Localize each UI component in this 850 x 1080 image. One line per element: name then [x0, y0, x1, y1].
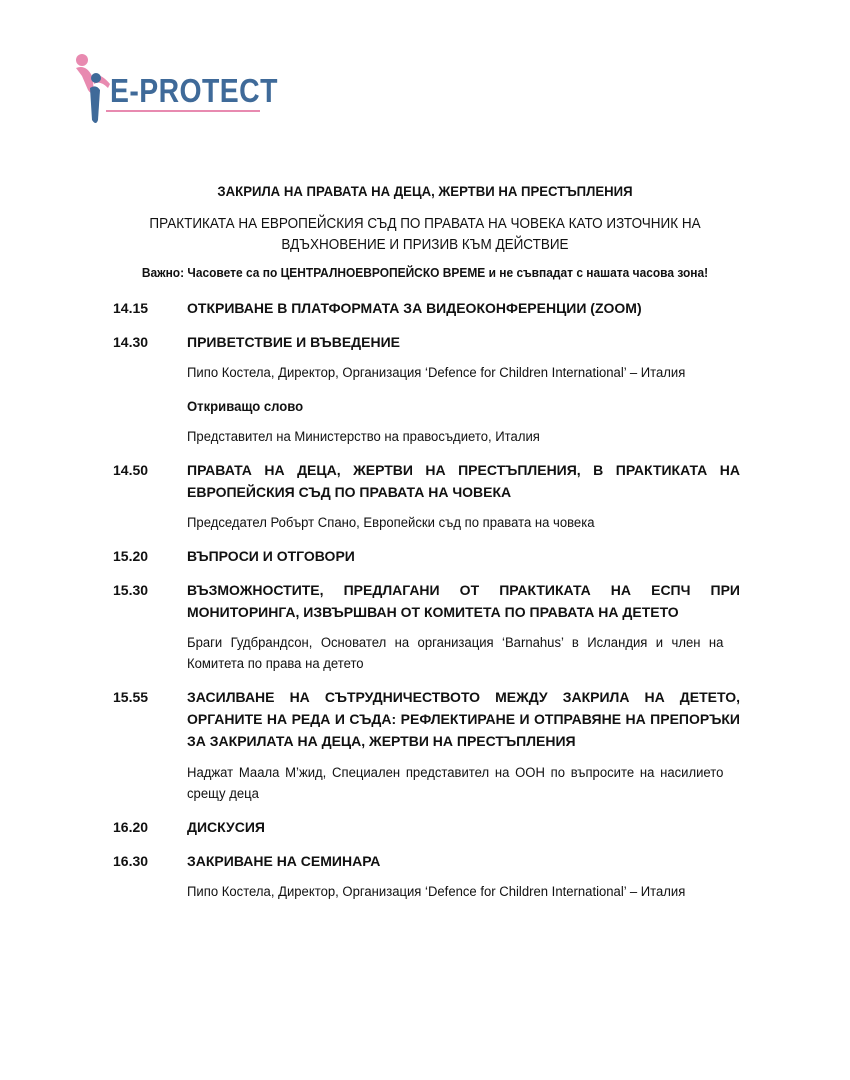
agenda-heading: ВЪПРОСИ И ОТГОВОРИ: [187, 548, 355, 564]
agenda-time: 14.30: [113, 334, 149, 350]
agenda-speaker: Представител на Министерство на правосъдието, Италия: [187, 429, 540, 444]
agenda-time: 16.20: [113, 819, 149, 835]
logo-figure-icon: [70, 50, 114, 130]
agenda-speaker: Председател Робърт Спано, Европейски съд по правата на човека: [187, 515, 595, 530]
agenda-time: 14.15: [113, 300, 149, 316]
agenda-heading: ПРИВЕТСТВИЕ И ВЪВЕДЕНИЕ: [187, 334, 400, 350]
agenda-subheading: Откриващо слово: [187, 399, 304, 414]
agenda-time: 15.55: [113, 689, 149, 705]
agenda-speaker: Пипо Костела, Директор, Организация ‘Defence for Children International’ – Италия: [187, 365, 686, 380]
logo-underline: [106, 110, 260, 112]
agenda-time: 15.20: [113, 548, 149, 564]
agenda-heading: ПРАВАТА НА ДЕЦА, ЖЕРТВИ НА ПРЕСТЪПЛЕНИЯ, В ПРАКТИКАТА НА ЕВРОПЕЙСКИЯ СЪД ПО ПРАВАТА НА ЧОВЕКА: [187, 462, 740, 500]
document-title: ЗАКРИЛА НА ПРАВАТА НА ДЕЦА, ЖЕРТВИ НА ПРЕСТЪПЛЕНИЯ: [217, 183, 633, 199]
agenda-speaker: Браги Гудбрандсон, Основател на организация ‘Barnahus’ в Исландия и член на Комитета по права на детето: [187, 635, 724, 671]
agenda-time: 15.30: [113, 582, 149, 598]
agenda-heading: ОТКРИВАНЕ В ПЛАТФОРМАТА ЗА ВИДЕОКОНФЕРЕНЦИИ (ZOOM): [187, 300, 642, 316]
agenda-speaker: Пипо Костела, Директор, Организация ‘Defence for Children International’ – Италия: [187, 884, 686, 899]
agenda-time: 14.50: [113, 462, 149, 478]
logo-text: E-PROTECT: [110, 72, 278, 109]
logo: [70, 50, 278, 130]
agenda-time: 16.30: [113, 853, 149, 869]
agenda-heading: ДИСКУСИЯ: [187, 819, 265, 835]
document-subtitle: ПРАКТИКАТА НА ЕВРОПЕЙСКИЯ СЪД ПО ПРАВАТА НА ЧОВЕКА КАТО ИЗТОЧНИК НА ВДЪХНОВЕНИЕ И ПРИЗИВ КЪМ ДЕЙСТВИЕ: [149, 215, 701, 253]
agenda-speaker: Наджат Маала М’жид, Специален представител на ООН по въпросите на насилието срещу деца: [187, 765, 724, 801]
agenda-heading: ЗАСИЛВАНЕ НА СЪТРУДНИЧЕСТВОТО МЕЖДУ ЗАКРИЛА НА ДЕТЕТО, ОРГАНИТЕ НА РЕДА И СЪДА: РЕФЛЕКТИРАНЕ И ОТПРАВЯНЕ НА ПРЕПОРЪКИ ЗА ЗАКРИЛАТА НА ДЕЦА, ЖЕРТВИ НА ПРЕСТЪПЛЕНИЯ: [187, 689, 740, 749]
agenda-heading: ЗАКРИВАНЕ НА СЕМИНАРА: [187, 853, 381, 869]
timezone-note: Важно: Часовете са по ЦЕНТРАЛНОЕВРОПЕЙСКО ВРЕМЕ и не съвпадат с нашата часова зона!: [141, 265, 709, 280]
agenda-heading: ВЪЗМОЖНОСТИТЕ, ПРЕДЛАГАНИ ОТ ПРАКТИКАТА НА ЕСПЧ ПРИ МОНИТОРИНГА, ИЗВЪРШВАН ОТ КОМИТЕТА ПО ПРАВАТА НА ДЕТЕТО: [187, 582, 740, 620]
